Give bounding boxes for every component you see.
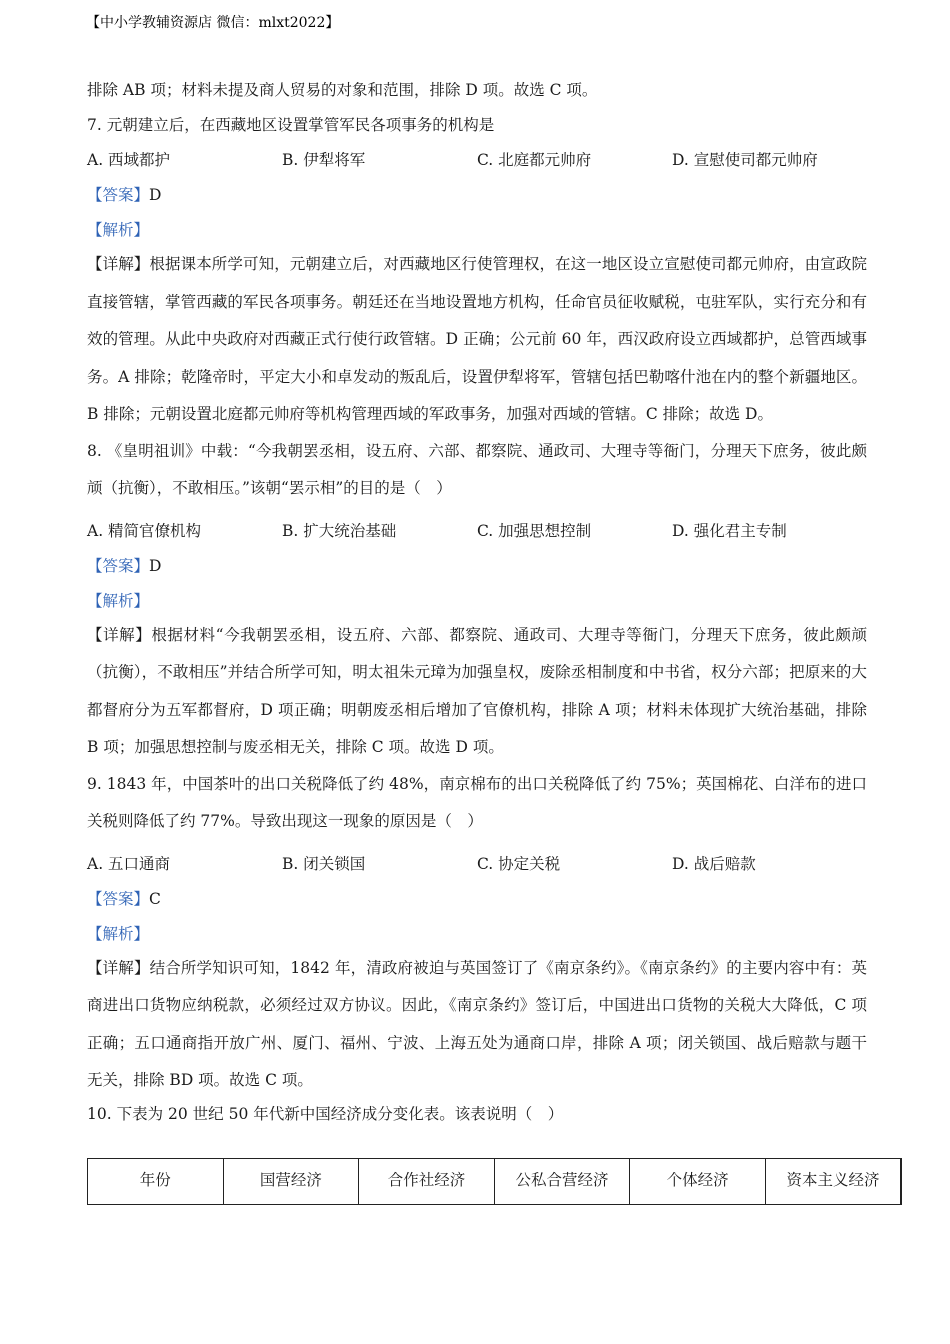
q8-analysis — [87, 589, 867, 613]
q7-answer — [87, 183, 867, 207]
detail-label: 【详解】 — [87, 958, 150, 977]
detail-label: 【详解】 — [87, 255, 150, 273]
q8-answer — [87, 554, 867, 578]
q7-stem: 7. 元朝建立后，在西藏地区设置掌管军民各项事务的机构是 — [87, 116, 495, 134]
q8-answer-value: D — [149, 556, 162, 575]
detail-label: 【详解】 — [87, 625, 152, 644]
q7-detail — [87, 246, 867, 434]
q7-option-d: D. 宣慰使司都元帅府 — [672, 151, 818, 169]
table-header-cell: 年份 — [88, 1159, 224, 1205]
answer-label: 【答案】 — [87, 556, 150, 575]
q7-option-b: B. 伊犁将军 — [282, 151, 366, 169]
table-header-cell: 个体经济 — [630, 1159, 766, 1205]
table-header-cell: 国营经济 — [223, 1159, 359, 1205]
analysis-label: 【解析】 — [87, 221, 150, 239]
document-body — [87, 78, 867, 1126]
q9-option-c: C. 协定关税 — [477, 854, 561, 873]
q8-option-a: A. 精简官僚机构 — [87, 521, 202, 540]
q7-options — [87, 148, 867, 172]
q9-option-d: D. 战后赔款 — [672, 854, 756, 873]
q9-answer-value: C — [149, 889, 161, 908]
q9-detail-text: 结合所学知识可知，1842 年，清政府被迫与英国签订了《南京条约》。《南京条约》的主要内容中有：英商进出口货物应纳税款，必须经过双方协议。因此，《南京条约》签订后，中国进出口货物的关税大大降低，C 项正确；五口通商指开放广州、厦门、福州、宁波、上海五处为通商口岸，排除 A 项；闭关锁国、战后赔款与题干无关，排除 BD 项。故选 C 项。 — [87, 958, 867, 1089]
q8-stem: 8. 《皇明祖训》中载：“今我朝罢丞相，设五府、六部、都察院、通政司、大理寺等衙门，分理天下庶务，彼此颇颃（抗衡），不敢相压。”该朝“罢示相”的目的是（ ） — [87, 441, 867, 497]
q7-answer-value: D — [149, 186, 162, 204]
q7-detail-text: 根据课本所学可知，元朝建立后，对西藏地区行使管理权，在这一地区设立宣慰使司都元帅府，由宣政院直接管辖，掌管西藏的军民各项事务。朝廷还在当地设置地方机构，任命官员征收赋税，屯驻军队，实行充分和有效的管理。从此中央政府对西藏正式行使行政管辖。D 正确；公元前 60 年，西汉政府设立西域都护，总管西域事务。A 排除；乾隆帝时，平定大小和卓发动的叛乱后，设置伊犁将军，管辖包括巴勒喀什池在内的整个新疆地区。B 排除；元朝设置北庭都元帅府等机构管理西域的军政事务，加强对西域的管辖。C 排除；故选 D。 — [87, 255, 867, 423]
q9-options — [87, 852, 867, 876]
q8-detail — [87, 617, 867, 767]
q8-option-d: D. 强化君主专制 — [672, 521, 787, 540]
page-header: 【中小学教辅资源店 微信：mlxt2022】 — [86, 15, 340, 31]
q8-options — [87, 519, 867, 543]
q9-stem: 9. 1843 年，中国茶叶的出口关税降低了约 48%，南京棉布的出口关税降低了约 75%；英国棉花、白洋布的进口关税则降低了约 77%。导致出现这一现象的原因是（ ） — [87, 774, 867, 830]
q9-option-b: B. 闭关锁国 — [282, 854, 366, 873]
q7-analysis — [87, 218, 867, 242]
analysis-label: 【解析】 — [87, 591, 150, 610]
q9-answer — [87, 887, 867, 911]
q8-detail-text: 根据材料“今我朝罢丞相，设五府、六部、都察院、通政司、大理寺等衙门，分理天下庶务，彼此颇颃（抗衡），不敢相压”并结合所学可知，明太祖朱元璋为加强皇权，废除丞相制度和中书省，权分六部；把原来的大都督府分为五军都督府，D 项正确；明朝废丞相后增加了官僚机构，排除 A 项；材料未体现扩大统治基础，排除 B 项；加强思想控制与废丞相无关，排除 C 项。故选 D 项。 — [87, 625, 867, 756]
answer-label: 【答案】 — [87, 889, 150, 908]
q8-option-c: C. 加强思想控制 — [477, 521, 592, 540]
q9-option-a: A. 五口通商 — [87, 854, 171, 873]
economy-table — [87, 1158, 902, 1205]
analysis-label: 【解析】 — [87, 924, 150, 943]
answer-label: 【答案】 — [87, 186, 150, 204]
q8-option-b: B. 扩大统治基础 — [282, 521, 397, 540]
table-header-cell: 资本主义经济 — [765, 1159, 901, 1205]
table-header-cell: 合作社经济 — [359, 1159, 495, 1205]
table-header-row — [88, 1159, 902, 1205]
q9-detail — [87, 950, 867, 1100]
q7-option-a: A. 西域都护 — [87, 151, 171, 169]
q10-stem: 10. 下表为 20 世纪 50 年代新中国经济成分变化表。该表说明（ ） — [87, 1104, 564, 1123]
q7-option-c: C. 北庭都元帅府 — [477, 151, 592, 169]
table-header-cell: 公私合营经济 — [494, 1159, 630, 1205]
q9-analysis — [87, 922, 867, 946]
q6-tail-text: 排除 AB 项；材料未提及商人贸易的对象和范围，排除 D 项。故选 C 项。 — [87, 81, 598, 99]
